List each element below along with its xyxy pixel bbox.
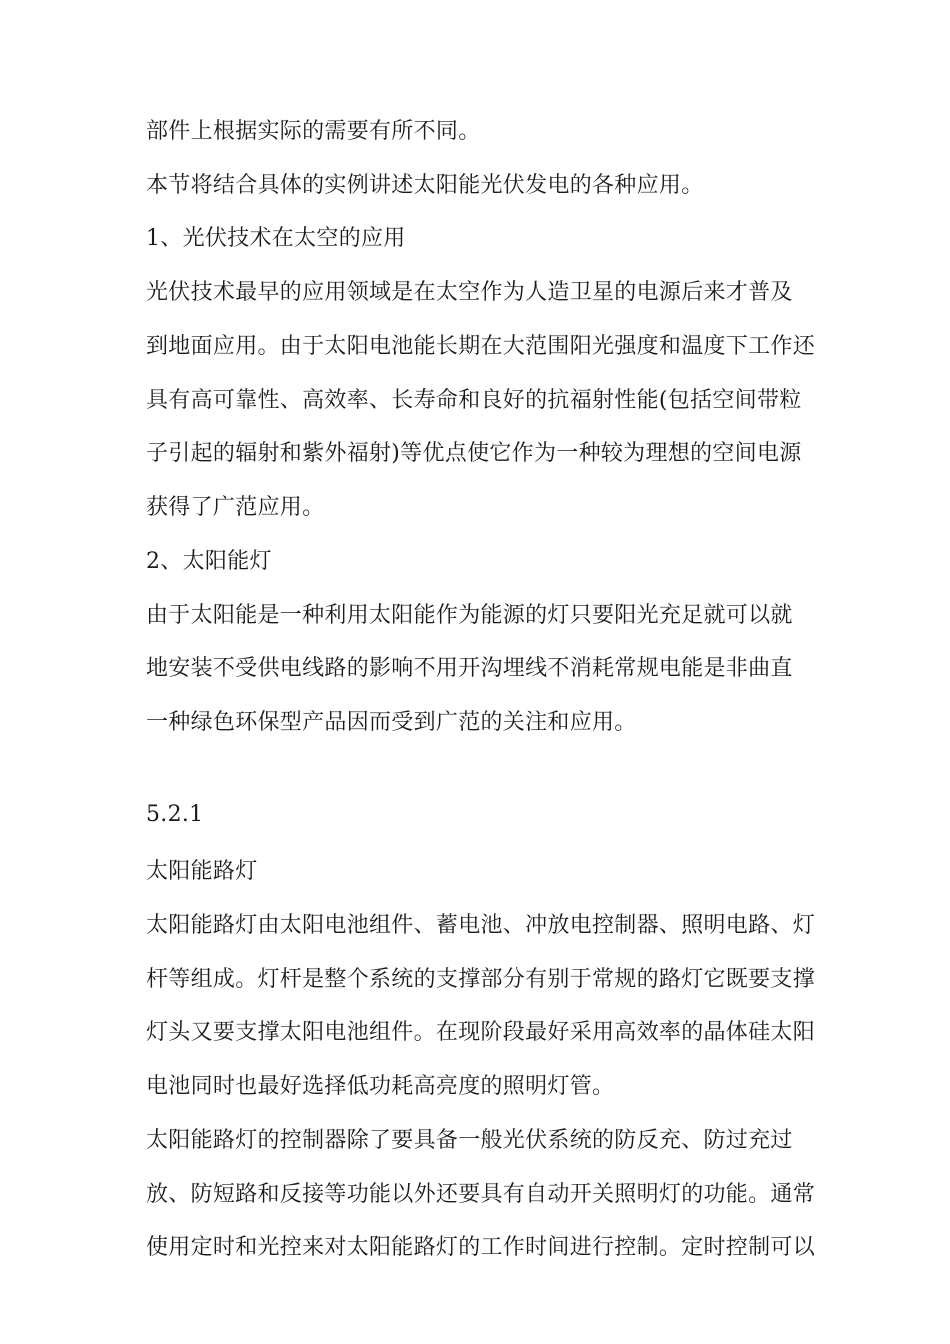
- paragraph-line: 到地面应用。由于太阳电池能长期在大范围阳光强度和温度下工作还: [146, 334, 816, 359]
- text-line-section-intro: 本节将结合具体的实例讲述太阳能光伏发电的各种应用。: [146, 173, 704, 198]
- heading-space-application: 1、光伏技术在太空的应用: [146, 226, 406, 251]
- paragraph-line: 太阳能路灯由太阳电池组件、蓄电池、冲放电控制器、照明电路、灯: [146, 913, 816, 938]
- text-line-intro-end: 部件上根据实际的需要有所不同。: [146, 119, 481, 144]
- paragraph-line: 光伏技术最早的应用领域是在太空作为人造卫星的电源后来才普及: [146, 280, 793, 305]
- paragraph-line: 杆等组成。灯杆是整个系统的支撑部分有别于常规的路灯它既要支撑: [146, 967, 816, 992]
- heading-solar-street-lamp: 太阳能路灯: [146, 859, 258, 884]
- paragraph-line: 子引起的辐射和紫外福射)等优点使它作为一种较为理想的空间电源: [146, 441, 802, 466]
- paragraph-line: 太阳能路灯的控制器除了要具备一般光伏系统的防反充、防过充过: [146, 1128, 793, 1153]
- paragraph-line: 由于太阳能是一种利用太阳能作为能源的灯只要阳光充足就可以就: [146, 603, 793, 628]
- paragraph-line: 放、防短路和反接等功能以外还要具有自动开关照明灯的功能。通常: [146, 1182, 816, 1207]
- paragraph-line: 使用定时和光控来对太阳能路灯的工作时间进行控制。定时控制可以: [146, 1235, 816, 1260]
- paragraph-line: 获得了广范应用。: [146, 495, 325, 520]
- paragraph-line: 一种绿色环保型产品因而受到广范的关注和应用。: [146, 710, 637, 735]
- section-number: 5.2.1: [146, 802, 204, 827]
- heading-solar-lamp: 2、太阳能灯: [146, 549, 272, 574]
- paragraph-line: 地安装不受供电线路的影响不用开沟埋线不消耗常规电能是非曲直: [146, 656, 793, 681]
- paragraph-line: 灯头又要支撑太阳电池组件。在现阶段最好采用高效率的晶体硅太阳: [146, 1020, 816, 1045]
- paragraph-line: 具有高可靠性、高效率、长寿命和良好的抗福射性能(包括空间带粒: [146, 388, 802, 413]
- paragraph-line: 电池同时也最好选择低功耗高亮度的照明灯管。: [146, 1074, 615, 1099]
